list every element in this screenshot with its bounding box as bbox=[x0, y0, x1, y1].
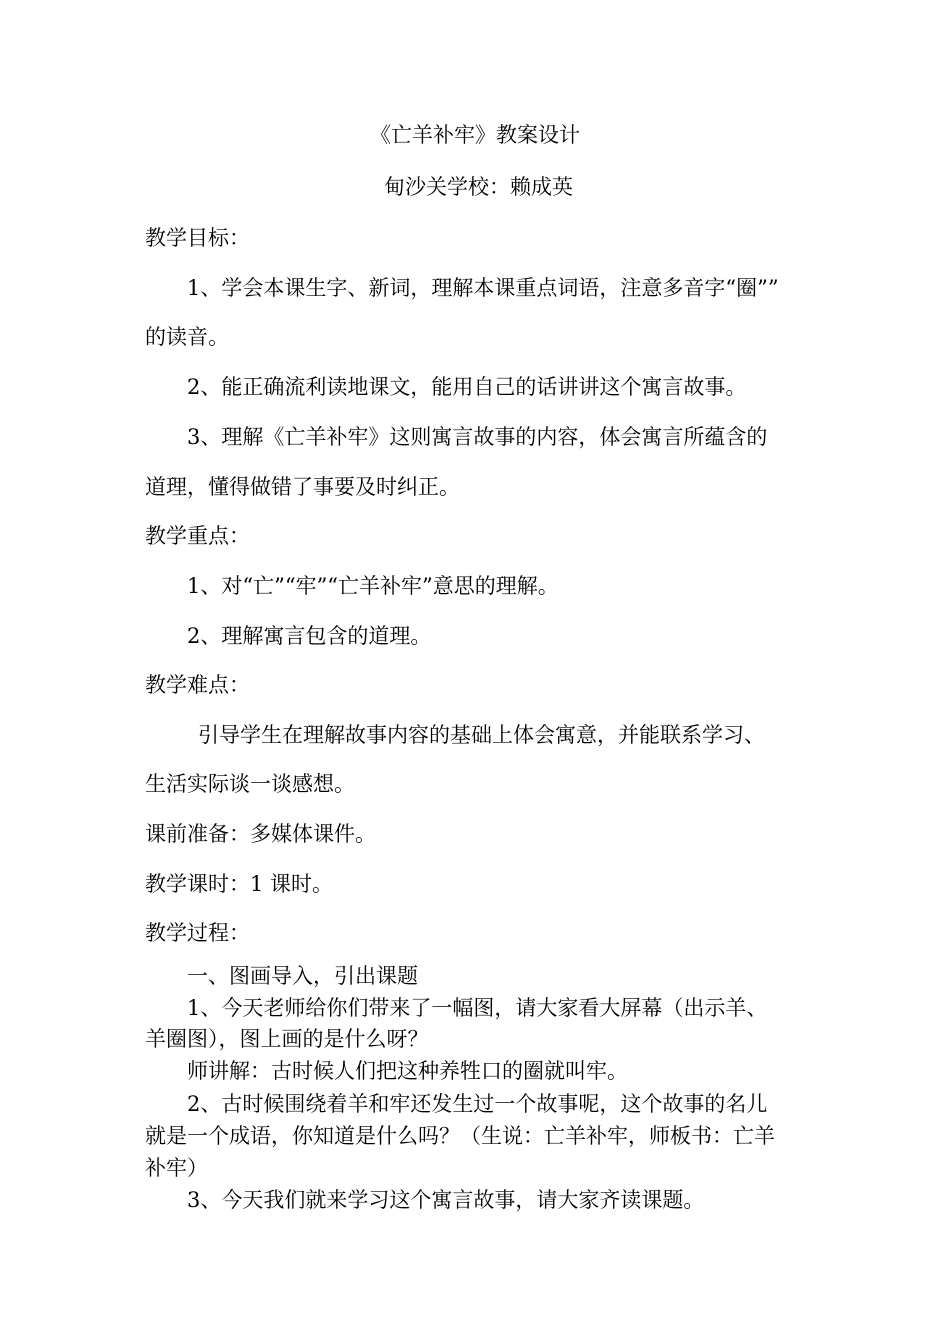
process-step-1-line-1: 1、今天老师给你们带来了一幅图，请大家看大屏幕（出示羊、 bbox=[187, 996, 768, 1020]
process-step-2-line-3: 补牢） bbox=[145, 1156, 208, 1180]
process-heading: 教学过程： bbox=[145, 921, 250, 945]
objective-item-3-line-1: 3、理解《亡羊补牢》这则寓言故事的内容，体会寓言所蕴含的 bbox=[187, 425, 768, 449]
objective-item-1-line-1: 1、学会本课生字、新词，理解本课重点词语，注意多音字“圈”” bbox=[187, 276, 779, 300]
teacher-note: 师讲解：古时候人们把这种养牲口的圈就叫牢。 bbox=[187, 1059, 628, 1083]
preparation-line: 课前准备：多媒体课件。 bbox=[145, 822, 376, 846]
objectives-heading: 教学目标： bbox=[145, 226, 250, 250]
objective-item-1-line-2: 的读音。 bbox=[145, 325, 229, 349]
process-step-2-line-2: 就是一个成语，你知道是什么吗？（生说：亡羊补牢，师板书：亡羊 bbox=[145, 1124, 775, 1148]
process-step-1-line-2: 羊圈图），图上画的是什么呀？ bbox=[145, 1027, 429, 1051]
document-title: 《亡羊补牢》教案设计 bbox=[370, 123, 580, 147]
objective-item-3-line-2: 道理，懂得做错了事要及时纠正。 bbox=[145, 475, 460, 499]
key-point-item-2: 2、理解寓言包含的道理。 bbox=[187, 624, 432, 648]
process-step-3: 3、今天我们就来学习这个寓言故事，请大家齐读课题。 bbox=[187, 1188, 705, 1212]
objective-item-2: 2、能正确流利读地课文，能用自己的话讲讲这个寓言故事。 bbox=[187, 375, 747, 399]
author-line: 甸沙关学校：赖成英 bbox=[384, 175, 573, 199]
class-hours-line: 教学课时：1 课时。 bbox=[145, 872, 334, 896]
difficulties-line-2: 生活实际谈一谈感想。 bbox=[145, 772, 355, 796]
key-points-heading: 教学重点： bbox=[145, 524, 250, 548]
process-step-2-line-1: 2、古时候围绕着羊和牢还发生过一个故事呢，这个故事的名儿 bbox=[187, 1092, 768, 1116]
difficulties-heading: 教学难点： bbox=[145, 673, 250, 697]
key-point-item-1: 1、对“亡”“牢”“亡羊补牢”意思的理解。 bbox=[187, 574, 559, 598]
process-section-1: 一、图画导入，引出课题 bbox=[187, 964, 418, 988]
difficulties-line-1: 引导学生在理解故事内容的基础上体会寓意，并能联系学习、 bbox=[198, 723, 765, 747]
